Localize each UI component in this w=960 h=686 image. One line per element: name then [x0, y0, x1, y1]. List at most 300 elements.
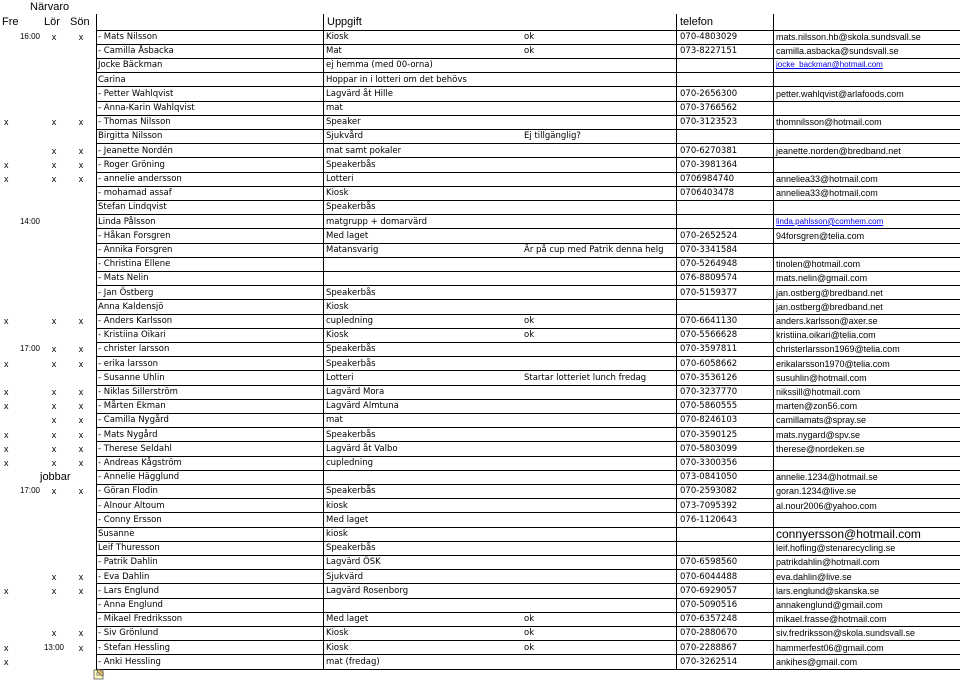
cell-note[interactable] [524, 428, 676, 442]
cell-fre[interactable] [4, 58, 44, 72]
cell-email[interactable] [776, 73, 960, 87]
cell-name[interactable]: - Christina Ellene [98, 259, 171, 270]
cell-son[interactable] [68, 243, 94, 257]
cell-name[interactable]: Leif Thuresson [98, 543, 160, 554]
cell-son[interactable] [68, 186, 94, 200]
cell-email[interactable] [776, 200, 960, 214]
cell-task[interactable]: Speakerbås [326, 486, 376, 497]
cell-fre[interactable] [4, 371, 44, 385]
cell-fre[interactable] [4, 101, 44, 115]
cell-name[interactable]: - Camilla Åsbacka [98, 46, 174, 57]
cell-phone[interactable]: 070-5860555 [680, 401, 738, 412]
cell-note[interactable]: ok [524, 330, 535, 341]
cell-fre[interactable] [4, 144, 44, 158]
cell-lor[interactable] [40, 513, 68, 527]
cell-fre[interactable]: 17:00 [19, 486, 40, 496]
cell-phone[interactable]: 073-0841050 [680, 472, 738, 483]
cell-note[interactable] [524, 570, 676, 584]
cell-email[interactable]: mikael.frasse@hotmail.com [776, 614, 887, 625]
cell-phone[interactable]: 070-4803029 [680, 32, 738, 42]
cell-phone[interactable]: 070-3341584 [680, 245, 738, 255]
cell-fre[interactable] [4, 44, 44, 58]
cell-phone[interactable]: 070-5264948 [680, 259, 738, 270]
cell-name[interactable]: - Anders Karlsson [98, 316, 173, 326]
cell-email[interactable]: linda.pahlsson@comhem.com [776, 216, 884, 226]
cell-task[interactable]: Lagvärd ÖSK [326, 557, 381, 568]
cell-note[interactable] [524, 499, 676, 513]
cell-note[interactable]: Är på cup med Patrik denna helg [524, 245, 664, 255]
cell-phone[interactable] [680, 527, 772, 541]
cell-fre[interactable] [4, 257, 44, 271]
cell-task[interactable]: Speakerbås [326, 202, 376, 213]
cell-note[interactable] [524, 357, 676, 371]
cell-task[interactable]: Speakerbås [326, 344, 376, 355]
cell-lor[interactable] [40, 73, 68, 87]
cell-son[interactable] [68, 328, 94, 342]
cell-fre[interactable] [4, 527, 44, 541]
cell-note[interactable] [524, 442, 676, 456]
note-icon[interactable] [93, 668, 105, 680]
cell-name[interactable]: - Jan Östberg [98, 287, 154, 298]
cell-fre[interactable] [4, 626, 44, 640]
cell-phone[interactable]: 070-3597811 [680, 344, 738, 355]
cell-task[interactable]: kiosk [326, 500, 348, 511]
cell-note[interactable] [524, 271, 676, 285]
cell-name[interactable]: - Thomas Nilsson [98, 117, 171, 128]
cell-lor[interactable]: x [51, 358, 57, 369]
cell-name[interactable]: - erika larsson [98, 358, 159, 369]
cell-note[interactable] [524, 541, 676, 555]
cell-note[interactable] [524, 399, 676, 413]
cell-name[interactable]: - Mats Nygård [98, 429, 158, 440]
cell-son[interactable] [68, 73, 94, 87]
cell-task[interactable] [326, 257, 522, 271]
cell-name[interactable]: Stefan Lindqvist [98, 202, 167, 213]
cell-fre[interactable] [4, 413, 44, 427]
cell-phone[interactable]: 073-7095392 [680, 500, 738, 511]
cell-phone[interactable]: 070-3766562 [680, 103, 738, 113]
cell-lor[interactable]: x [51, 486, 57, 497]
cell-fre[interactable]: 14:00 [19, 216, 40, 226]
cell-task[interactable]: matgrupp + domarvärd [326, 216, 427, 227]
cell-lor[interactable]: x [51, 117, 57, 128]
cell-lor[interactable] [40, 499, 68, 513]
cell-fre[interactable] [4, 541, 44, 555]
cell-lor[interactable]: x [51, 159, 57, 170]
cell-son[interactable]: x [78, 443, 84, 454]
cell-note[interactable]: ok [524, 628, 535, 639]
cell-lor[interactable] [40, 328, 68, 342]
cell-phone[interactable]: 070-5566628 [680, 330, 738, 341]
cell-lor[interactable] [40, 257, 68, 271]
cell-email[interactable] [776, 456, 960, 470]
cell-note[interactable] [524, 186, 676, 200]
cell-note[interactable] [524, 470, 676, 484]
cell-task[interactable]: cupledning [326, 458, 373, 468]
cell-email[interactable]: patrikdahlin@hotmail.com [776, 557, 880, 568]
cell-task[interactable]: Sjukvärd [326, 571, 364, 582]
cell-email[interactable]: erikalarsson1970@telia.com [776, 358, 890, 369]
cell-name[interactable]: - Mårten Ekman [98, 401, 166, 412]
cell-lor[interactable]: x [51, 585, 57, 596]
cell-name[interactable]: - Anki Hessling [98, 656, 161, 667]
cell-lor[interactable] [40, 58, 68, 72]
cell-task[interactable]: Med laget [326, 514, 369, 525]
cell-note[interactable] [524, 172, 676, 186]
cell-lor[interactable]: x [51, 571, 57, 582]
cell-note[interactable] [524, 144, 676, 158]
cell-lor[interactable]: 13:00 [43, 642, 65, 652]
cell-phone[interactable]: 070-3536126 [680, 372, 738, 383]
cell-note[interactable] [524, 58, 676, 72]
cell-note[interactable]: ok [524, 46, 535, 57]
cell-email[interactable]: anders.karlsson@axer.se [776, 316, 878, 326]
cell-son[interactable]: x [78, 358, 84, 369]
cell-fre[interactable] [4, 229, 44, 243]
cell-email[interactable]: 94forsgren@telia.com [776, 230, 865, 241]
cell-email[interactable]: anneliea33@hotmail.com [776, 174, 878, 184]
cell-son[interactable]: x [78, 117, 84, 128]
cell-task[interactable]: Speakerbås [326, 429, 376, 440]
cell-fre[interactable] [4, 598, 44, 612]
cell-lor[interactable] [40, 286, 68, 300]
cell-note[interactable] [524, 513, 676, 527]
cell-task[interactable]: Sjukvård [326, 131, 364, 142]
cell-email[interactable]: leif.hofling@stenarecycling.se [776, 543, 896, 554]
cell-fre[interactable]: x [4, 443, 9, 454]
cell-note[interactable] [524, 655, 676, 669]
cell-email[interactable]: anneliea33@hotmail.com [776, 188, 878, 199]
cell-name[interactable]: - Conny Ersson [98, 514, 162, 525]
cell-fre[interactable]: x [4, 358, 9, 369]
cell-fre[interactable] [4, 286, 44, 300]
cell-note[interactable] [524, 456, 676, 470]
cell-fre[interactable] [4, 470, 44, 484]
cell-task[interactable]: mat (fredag) [326, 656, 380, 667]
cell-name[interactable]: Anna Kaldensjö [98, 301, 164, 312]
cell-name[interactable]: - Lars Englund [98, 585, 160, 596]
cell-phone[interactable]: 070-2288867 [680, 642, 738, 653]
cell-lor[interactable] [40, 598, 68, 612]
cell-lor[interactable]: x [51, 458, 57, 468]
cell-son[interactable]: x [78, 387, 84, 397]
cell-phone[interactable]: 0706984740 [680, 174, 735, 184]
cell-email[interactable]: camilla.asbacka@sundsvall.se [776, 46, 899, 57]
cell-lor[interactable] [40, 271, 68, 285]
cell-email[interactable]: thomnilsson@hotmail.com [776, 117, 882, 128]
cell-email[interactable] [776, 513, 960, 527]
cell-note[interactable] [524, 229, 676, 243]
cell-phone[interactable]: 070-3262514 [680, 656, 738, 667]
cell-lor[interactable] [40, 215, 68, 229]
cell-name[interactable]: - Siv Grönlund [98, 628, 159, 639]
cell-name[interactable]: Jocke Bäckman [98, 60, 163, 71]
cell-phone[interactable]: 070-5159377 [680, 287, 738, 298]
cell-email[interactable]: nikssill@hotmail.com [776, 387, 861, 397]
cell-phone[interactable]: 070-2656300 [680, 88, 738, 99]
cell-email[interactable]: jan.ostberg@bredband.net [776, 301, 883, 312]
cell-name[interactable]: - Mats Nelin [98, 273, 149, 284]
cell-email[interactable]: petter.wahlqvist@arlafoods.com [776, 88, 904, 99]
cell-task[interactable]: mat samt pokaler [326, 145, 402, 156]
cell-phone[interactable]: 070-6598560 [680, 557, 738, 568]
cell-note[interactable] [524, 484, 676, 498]
cell-email[interactable]: tinolen@hotmail.com [776, 259, 861, 270]
cell-email[interactable]: ankihes@gmail.com [776, 656, 858, 667]
cell-phone[interactable]: 070-6270381 [680, 145, 738, 156]
cell-name[interactable]: - Roger Gröning [98, 159, 165, 170]
cell-fre[interactable] [4, 200, 44, 214]
cell-son[interactable] [68, 271, 94, 285]
cell-name[interactable]: - Camilla Nygård [98, 415, 169, 426]
cell-son[interactable] [68, 215, 94, 229]
cell-note[interactable] [524, 413, 676, 427]
cell-name[interactable]: - mohamad assaf [98, 188, 172, 199]
cell-fre[interactable]: x [4, 159, 9, 170]
cell-name[interactable]: - Niklas Sillerström [98, 387, 178, 397]
cell-phone[interactable]: 070-6641130 [680, 316, 738, 326]
cell-son[interactable] [68, 527, 94, 541]
cell-fre[interactable] [4, 612, 44, 626]
cell-phone[interactable]: 070-6044488 [680, 571, 738, 582]
cell-lor[interactable]: x [51, 32, 57, 42]
cell-lor[interactable]: x [51, 174, 57, 184]
cell-task[interactable]: Lotteri [326, 372, 354, 383]
cell-lor[interactable]: x [51, 387, 57, 397]
cell-son[interactable] [68, 598, 94, 612]
cell-name[interactable]: - christer larsson [98, 344, 170, 355]
cell-son[interactable]: x [78, 571, 84, 582]
cell-email[interactable]: camillamats@spray.se [776, 415, 866, 426]
cell-note[interactable] [524, 73, 676, 87]
cell-task[interactable]: Kiosk [326, 188, 349, 199]
cell-fre[interactable]: x [4, 117, 9, 128]
cell-email[interactable]: mats.nelin@gmail.com [776, 273, 868, 284]
cell-son[interactable] [68, 200, 94, 214]
cell-task[interactable]: Speakerbås [326, 159, 376, 170]
cell-fre[interactable] [4, 499, 44, 513]
cell-son[interactable] [68, 229, 94, 243]
cell-son[interactable]: x [78, 486, 84, 497]
cell-phone[interactable]: 070-2593082 [680, 486, 738, 497]
cell-son[interactable] [68, 612, 94, 626]
cell-name[interactable]: - Eva Dahlin [98, 571, 150, 582]
cell-fre[interactable] [4, 300, 44, 314]
cell-task[interactable]: ej hemma (med 00-orna) [326, 60, 433, 71]
cell-fre[interactable]: x [4, 429, 9, 440]
cell-task[interactable]: Kiosk [326, 642, 349, 653]
cell-task[interactable]: Speakerbås [326, 543, 376, 554]
cell-fre[interactable] [4, 186, 44, 200]
cell-son[interactable]: x [78, 145, 84, 156]
cell-son[interactable] [68, 286, 94, 300]
cell-son[interactable] [68, 101, 94, 115]
cell-fre[interactable]: x [4, 401, 9, 412]
cell-task[interactable]: Kiosk [326, 32, 349, 42]
cell-lor[interactable] [40, 243, 68, 257]
cell-fre[interactable] [4, 87, 44, 101]
cell-note[interactable] [524, 87, 676, 101]
cell-lor[interactable] [40, 87, 68, 101]
cell-name[interactable]: - Håkan Forsgren [98, 230, 171, 241]
cell-email[interactable]: hammerfest06@gmail.com [776, 642, 884, 653]
cell-note[interactable] [524, 200, 676, 214]
cell-name[interactable]: - Patrik Dahlin [98, 557, 158, 568]
cell-task[interactable]: kiosk [326, 529, 348, 539]
cell-name[interactable]: Birgitta Nilsson [98, 131, 163, 142]
cell-task[interactable]: Med laget [326, 230, 369, 241]
cell-lor[interactable]: x [51, 344, 57, 355]
cell-note[interactable] [524, 257, 676, 271]
cell-phone[interactable]: 0706403478 [680, 188, 735, 199]
cell-note[interactable] [524, 300, 676, 314]
cell-fre[interactable]: x [4, 656, 9, 667]
cell-task[interactable] [326, 271, 522, 285]
cell-email[interactable] [776, 158, 960, 172]
cell-email[interactable]: lars.englund@skanska.se [776, 585, 880, 596]
cell-task[interactable]: mat [326, 103, 343, 113]
cell-name[interactable]: - Susanne Uhlin [98, 372, 165, 383]
cell-note[interactable]: ok [524, 614, 535, 625]
cell-email[interactable] [776, 101, 960, 115]
cell-task[interactable] [326, 470, 522, 484]
cell-name[interactable]: - Therese Seldahl [98, 443, 172, 454]
cell-son[interactable] [68, 129, 94, 143]
cell-lor[interactable] [40, 229, 68, 243]
cell-email[interactable] [776, 129, 960, 143]
cell-lor[interactable] [40, 527, 68, 541]
cell-phone[interactable] [680, 300, 772, 314]
cell-fre[interactable] [4, 513, 44, 527]
cell-phone[interactable]: 070-2880670 [680, 628, 738, 639]
cell-son[interactable] [68, 371, 94, 385]
cell-son[interactable] [68, 555, 94, 569]
cell-task[interactable]: Lagvärd åt Hille [326, 88, 393, 99]
cell-son[interactable]: x [78, 32, 84, 42]
cell-son[interactable] [68, 513, 94, 527]
cell-lor[interactable] [40, 129, 68, 143]
cell-fre[interactable]: x [4, 174, 9, 184]
cell-phone[interactable]: 070-6357248 [680, 614, 738, 625]
cell-note[interactable]: Ej tillgänglig? [524, 131, 581, 142]
cell-phone[interactable] [680, 129, 772, 143]
cell-email[interactable]: marten@zon56.com [776, 401, 858, 412]
cell-phone[interactable]: 070-3981364 [680, 159, 738, 170]
cell-son[interactable]: x [78, 458, 84, 468]
cell-phone[interactable] [680, 541, 772, 555]
cell-note[interactable] [524, 115, 676, 129]
cell-task[interactable]: Matansvarig [326, 245, 379, 255]
cell-lor[interactable] [40, 200, 68, 214]
cell-email[interactable]: goran.1234@live.se [776, 486, 857, 497]
cell-task[interactable]: Lagvärd Mora [326, 387, 385, 397]
cell-phone[interactable] [680, 73, 772, 87]
cell-son[interactable] [68, 87, 94, 101]
cell-note[interactable] [524, 555, 676, 569]
cell-lor[interactable]: x [51, 415, 57, 426]
cell-note[interactable] [524, 342, 676, 356]
cell-son[interactable] [68, 257, 94, 271]
cell-task[interactable]: Speakerbås [326, 287, 376, 298]
cell-note[interactable] [524, 158, 676, 172]
cell-phone[interactable]: 070-3237770 [680, 387, 738, 397]
cell-task[interactable] [326, 598, 522, 612]
cell-task[interactable]: Kiosk [326, 628, 349, 639]
cell-name[interactable]: - Annika Forsgren [98, 245, 173, 255]
cell-email[interactable]: connyersson@hotmail.com [776, 527, 921, 541]
cell-fre[interactable] [4, 328, 44, 342]
cell-name[interactable]: - Mikael Fredriksson [98, 614, 183, 625]
cell-email[interactable]: annelie.1234@hotmail.se [776, 472, 878, 483]
cell-email[interactable]: susuhlin@hotmail.com [776, 372, 867, 383]
cell-son[interactable] [68, 655, 94, 669]
cell-lor[interactable] [40, 655, 68, 669]
cell-lor[interactable]: jobbar [40, 471, 71, 484]
cell-fre[interactable]: 17:00 [19, 344, 40, 354]
cell-note[interactable] [524, 286, 676, 300]
cell-name[interactable]: Carina [98, 74, 126, 85]
cell-fre[interactable]: x [4, 585, 9, 596]
cell-note[interactable]: Startar lotteriet lunch fredag [524, 372, 647, 383]
cell-task[interactable]: Lotteri [326, 174, 354, 184]
cell-email[interactable]: siv.fredriksson@skola.sundsvall.se [776, 628, 916, 639]
cell-fre[interactable] [4, 73, 44, 87]
cell-task[interactable]: mat [326, 415, 343, 426]
cell-lor[interactable]: x [51, 429, 57, 440]
cell-name[interactable]: - Anna Englund [98, 600, 163, 610]
cell-name[interactable]: Linda Pålsson [98, 216, 156, 227]
cell-email[interactable]: jeanette.norden@bredband.net [776, 145, 901, 156]
cell-task[interactable]: Med laget [326, 614, 369, 625]
cell-son[interactable]: x [78, 401, 84, 412]
cell-lor[interactable]: x [51, 401, 57, 412]
cell-name[interactable]: - Alnour Altoum [98, 500, 165, 511]
cell-name[interactable]: - Kristiina Oikari [98, 330, 166, 341]
cell-phone[interactable]: 070-5803099 [680, 443, 738, 454]
cell-name[interactable]: - Andreas Kågström [98, 458, 182, 468]
cell-email[interactable]: jocke_backman@hotmail.com [776, 60, 883, 70]
cell-son[interactable]: x [78, 316, 84, 326]
cell-email[interactable]: annakenglund@gmail.com [776, 600, 883, 610]
cell-phone[interactable] [680, 200, 772, 214]
cell-name[interactable]: - annelie andersson [98, 174, 182, 184]
cell-note[interactable] [524, 527, 676, 541]
cell-name[interactable]: - Göran Flodin [98, 486, 158, 497]
cell-name[interactable]: - Annelie Hägglund [98, 472, 180, 483]
cell-email[interactable]: jan.ostberg@bredband.net [776, 287, 883, 298]
cell-task[interactable]: Hoppar in i lotteri om det behövs [326, 74, 467, 85]
cell-phone[interactable]: 070-3590125 [680, 429, 738, 440]
cell-lor[interactable] [40, 300, 68, 314]
cell-phone[interactable]: 076-1120643 [680, 514, 738, 525]
cell-lor[interactable] [40, 555, 68, 569]
cell-email[interactable]: christerlarsson1969@telia.com [776, 344, 900, 355]
cell-lor[interactable]: x [51, 628, 57, 639]
cell-son[interactable] [68, 541, 94, 555]
cell-name[interactable]: - Anna-Karin Wahlqvist [98, 103, 195, 113]
cell-phone[interactable] [680, 215, 772, 229]
cell-fre[interactable]: 16:00 [19, 32, 40, 41]
cell-lor[interactable] [40, 371, 68, 385]
cell-phone[interactable]: 070-8246103 [680, 415, 738, 426]
cell-task[interactable]: cupledning [326, 316, 373, 326]
cell-phone[interactable] [680, 58, 772, 72]
cell-lor[interactable]: x [51, 316, 57, 326]
cell-lor[interactable] [40, 44, 68, 58]
cell-phone[interactable]: 073-8227151 [680, 46, 738, 57]
cell-task[interactable]: Kiosk [326, 330, 349, 341]
cell-phone[interactable]: 070-6058662 [680, 358, 738, 369]
